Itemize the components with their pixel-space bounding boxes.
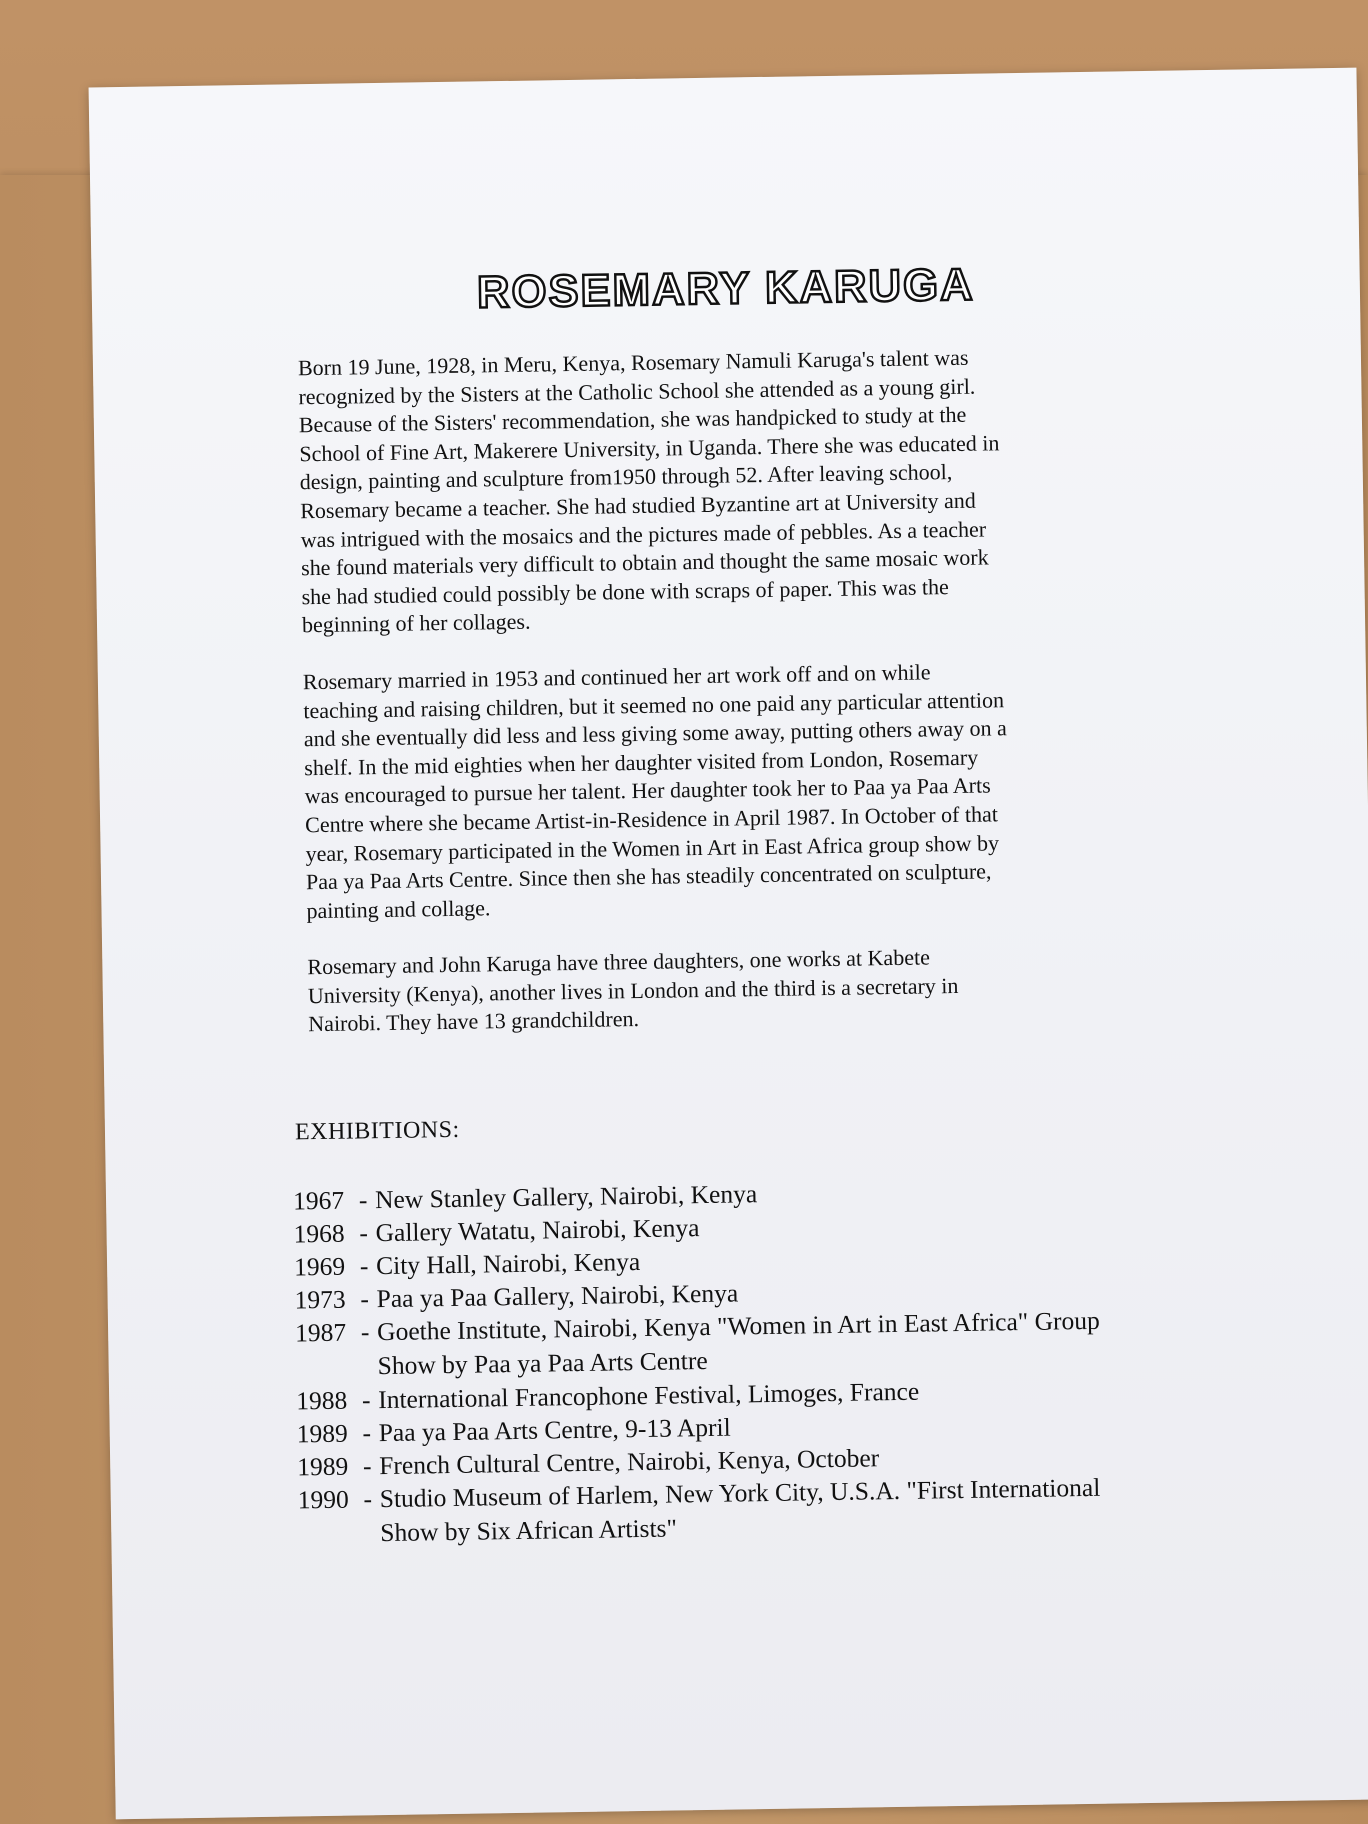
paragraph-early-life: Born 19 June, 1928, in Meru, Kenya, Rosemary Namuli Karuga's talent was recognized by the Sisters at the Catholic School she attended as a young girl. Because of the Sisters' recommendation, she was handpicked to study at the School of Fine Art, Makerere University, in Uganda. There she was educated in design, painting and sculpture from1950 through 52. After leaving school, Rosemary became a teacher. She had studied Byzantine art at University and was intrigued with the mosaics and the pictures made of pebbles. As a teacher she found materials very difficult to obtain and thought the same mosaic work she had studied could possibly be done with scraps of paper. This was the beginning of her collages. bbox=[297, 344, 1000, 638]
exhibition-year: 1969 bbox=[293, 1251, 346, 1282]
exhibition-description: Goethe Institute, Nairobi, Kenya "Women in Art in East Africa" Group Show by Paa ya Paa Arts Centre bbox=[376, 1305, 1100, 1381]
biography-body bbox=[298, 340, 1239, 1068]
exhibitions-list bbox=[293, 1169, 1259, 1551]
exhibition-dash: - bbox=[358, 1185, 368, 1215]
exhibition-year: 1990 bbox=[297, 1484, 349, 1515]
exhibition-dash: - bbox=[362, 1451, 372, 1481]
exhibition-dash: - bbox=[363, 1484, 373, 1514]
exhibition-description: City Hall, Nairobi, Kenya bbox=[375, 1247, 641, 1281]
exhibition-description: French Cultural Centre, Nairobi, Kenya, October bbox=[379, 1443, 880, 1481]
exhibition-year: 1989 bbox=[297, 1451, 349, 1482]
exhibition-dash: - bbox=[361, 1385, 371, 1415]
exhibition-year: 1989 bbox=[296, 1418, 348, 1449]
exhibition-description: Paa ya Paa Arts Centre, 9-13 April bbox=[378, 1412, 731, 1448]
exhibitions-heading: EXHIBITIONS: bbox=[294, 1116, 460, 1146]
exhibition-year: 1987 bbox=[294, 1317, 347, 1348]
exhibition-dash: - bbox=[359, 1218, 369, 1248]
exhibition-year: 1973 bbox=[294, 1284, 346, 1315]
paragraph-family: Rosemary and John Karuga have three daughters, one works at Kabete University (Kenya), another lives in London and the third is a secretary in Nairobi. They have 13 grandchildren. bbox=[307, 944, 959, 1037]
exhibition-item bbox=[298, 1468, 1259, 1551]
exhibition-year: 1967 bbox=[292, 1185, 345, 1216]
paragraph-career: Rosemary married in 1953 and continued her art work off and on while teaching and raising children, but it seemed no one paid any particular attention and she eventually did less and less giving some away, putting others away on a shelf. In the mid eighties when her daughter visited from London, Rosemary was encouraged to pursue her talent. Her daughter took her to Paa ya Paa Arts Centre where she became Artist-in-Residence in April 1987. In October of that year, Rosemary participated in the Women in Art in East Africa group show by Paa ya Paa Arts Centre. Since then she has steadily concentrated on sculpture, painting and collage. bbox=[302, 659, 1007, 923]
exhibition-dash: - bbox=[359, 1251, 369, 1281]
exhibition-description: New Stanley Gallery, Nairobi, Kenya bbox=[374, 1179, 758, 1215]
document-page bbox=[89, 68, 1368, 1820]
exhibition-dash: - bbox=[360, 1317, 370, 1347]
exhibition-dash: - bbox=[360, 1284, 370, 1314]
exhibition-description: Gallery Watatu, Nairobi, Kenya bbox=[375, 1213, 700, 1248]
exhibition-year: 1988 bbox=[295, 1385, 348, 1416]
exhibition-description: International Francophone Festival, Limoges, France bbox=[377, 1376, 920, 1415]
exhibition-year: 1968 bbox=[293, 1218, 345, 1249]
exhibition-dash: - bbox=[362, 1418, 372, 1448]
exhibition-description: Paa ya Paa Gallery, Nairobi, Kenya bbox=[376, 1278, 739, 1314]
exhibition-description: Studio Museum of Harlem, New York City, U.S.A. "First International Show by Six African Artists" bbox=[379, 1472, 1101, 1548]
document-title: ROSEMARY KARUGA bbox=[476, 258, 975, 318]
